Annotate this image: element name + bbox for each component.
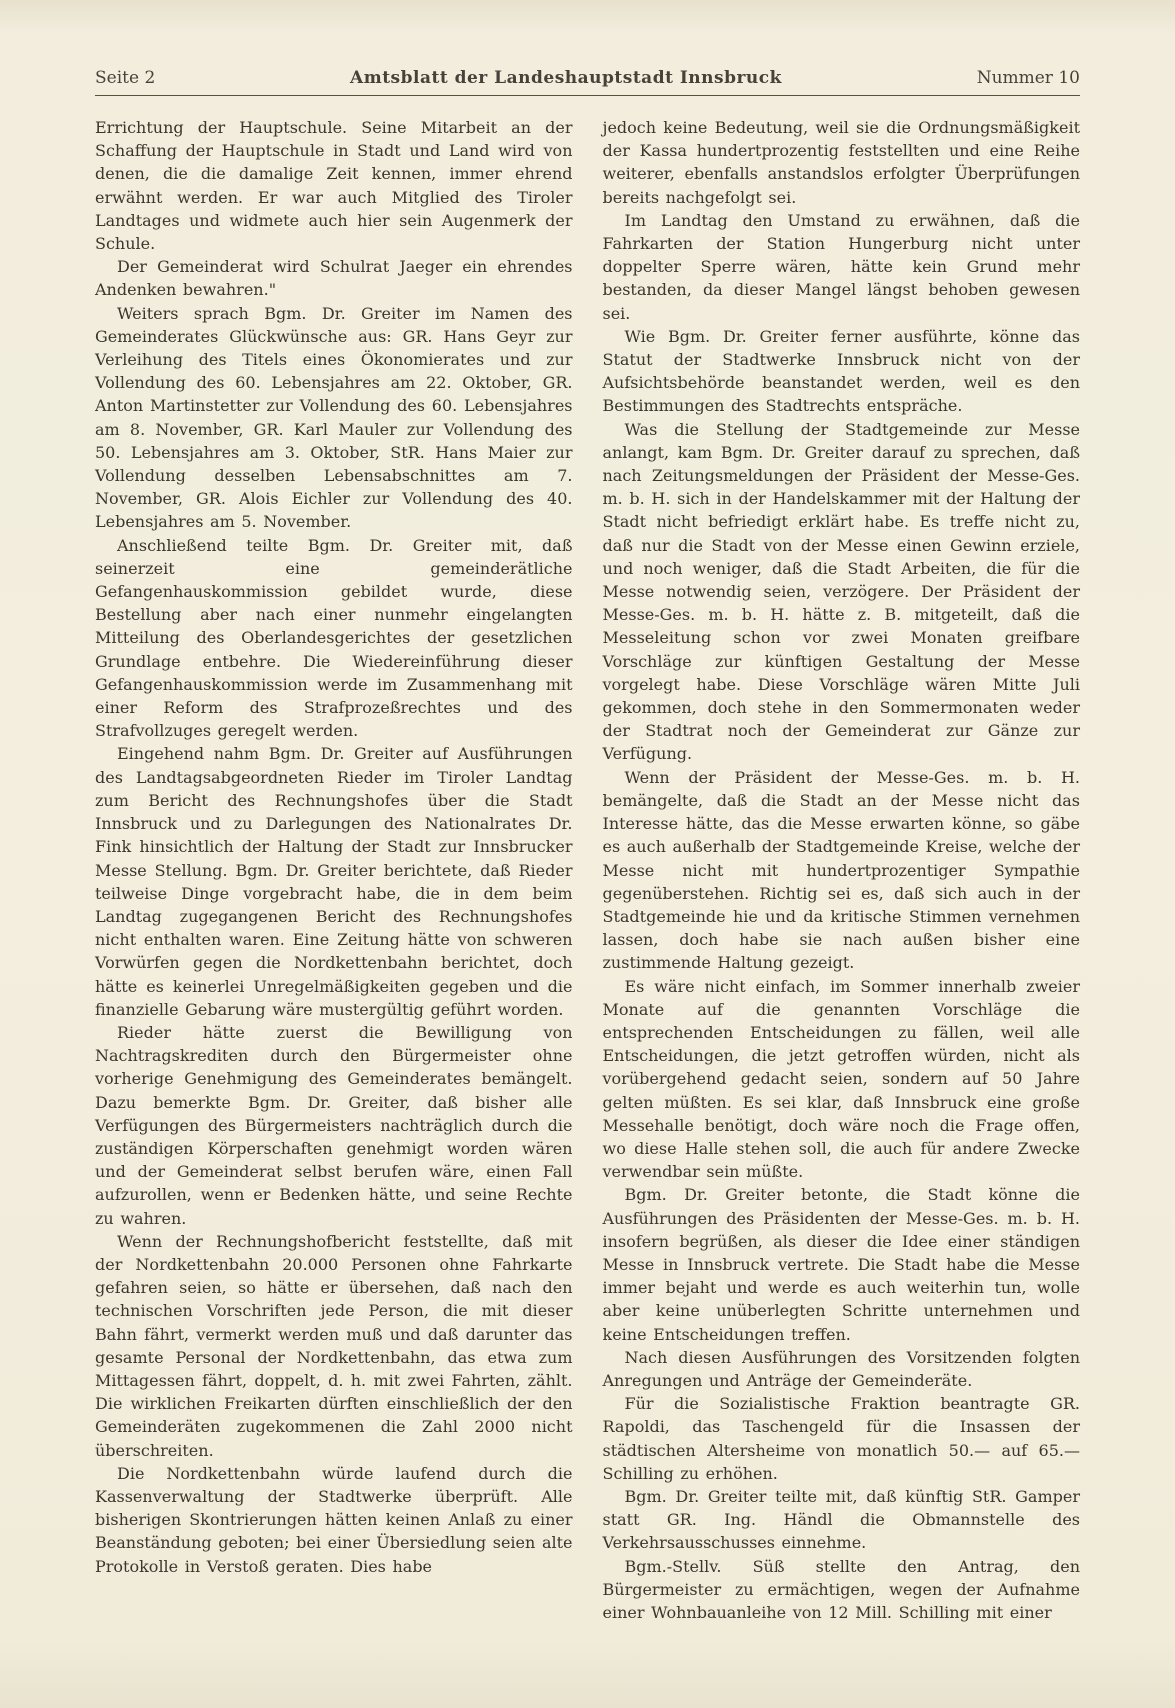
paragraph: Bgm. Dr. Greiter betonte, die Stadt könne die Ausführungen des Präsidenten der Messe-Ges. m. b. H. insofern begrüßen, als dieser die Idee einer ständigen Messe in Innsbruck vertrete. Die Stadt habe die Messe immer bejaht und werde es auch weiterhin tun, wolle aber keine unüberlegten Schritte unternehmen und keine Entscheidungen treffen. — [602, 1185, 1080, 1344]
article-body — [95, 116, 1080, 1624]
newspaper-title: Amtsblatt der Landeshauptstadt Innsbruck — [350, 68, 782, 88]
paragraph: Wenn der Präsident der Messe-Ges. m. b. H. bemängelte, daß die Stadt an der Messe nicht das Interesse hätte, das die Messe erwarten könne, so gäbe es auch außerhalb der Stadtgemeinde Kreise, welche der Messe nicht mit hundertprozentiger Sympathie gegenüberstehen. Richtig sei es, daß sich auch in der Stadtgemeinde hie und da kritische Stimmen vernehmen lassen, doch habe sie nach außen bisher eine zustimmende Haltung gezeigt. — [602, 767, 1081, 973]
paragraph: Anschließend teilte Bgm. Dr. Greiter mit, daß seinerzeit eine gemeinderätliche Gefangenhauskommission gebildet wurde, diese Bestellung aber nach einer nunmehr eingelangten Mitteilung des Oberlandesgerichtes der gesetzlichen Grundlage entbehre. Die Wiedereinführung dieser Gefangenhauskommission werde im Zusammenhang mit einer Reform des Strafprozeßrechtes und des Strafvollzuges geregelt werden. — [95, 535, 573, 741]
paragraph: Was die Stellung der Stadtgemeinde zur Messe anlangt, kam Bgm. Dr. Greiter darauf zu sprechen, daß nach Zeitungsmeldungen der Präsident der Messe-Ges. m. b. H. sich in der Handelskammer mit der Haltung der Stadt nicht befriedigt erklärt habe. Es treffe nicht zu, daß nur die Stadt von der Messe einen Gewinn erziele, und noch weniger, daß die Stadt Arbeiten, die für die Messe notwendig seien, verzögere. Der Präsident der Messe-Ges. m. b. H. hätte z. B. mitgeteilt, daß die Messeleitung schon vor zwei Monaten greifbare Vorschläge zur künftigen Gestaltung der Messe vorgelegt habe. Diese Vorschläge wären Mitte Juli gekommen, doch stehe in den Sommermonaten weder der Stadtrat noch der Gemeinderat zur Gänze zur Verfügung. — [602, 419, 1080, 764]
text-column-left — [95, 116, 573, 1624]
paragraph: Weiters sprach Bgm. Dr. Greiter im Namen des Gemeinderates Glückwünsche aus: GR. Hans Geyr zur Verleihung des Titels eines Ökonomierates und zur Vollendung des 60. Lebensjahres am 22. Oktober, GR. Anton Martinstetter zur Vollendung des 60. Lebensjahres am 8. November, GR. Karl Mauler zur Vollendung des 50. Lebensjahres am 3. Oktober, StR. Hans Maier zur Vollendung desselben Lebensabschnittes am 7. November, GR. Alois Eichler zur Vollendung des 40. Lebensjahres am 5. November. — [95, 303, 573, 532]
paragraph: Bgm. Dr. Greiter teilte mit, daß künftig StR. Gamper statt GR. Ing. Händl die Obmannstelle des Verkehrsausschusses einnehme. — [602, 1486, 1080, 1553]
paragraph: Wenn der Rechnungshofbericht feststellte, daß mit der Nordkettenbahn 20.000 Personen ohne Fahrkarte gefahren seien, so hätte er übersehen, daß nach den technischen Vorschriften jede Person, die mit dieser Bahn fährt, vermerkt werden muß und daß darunter das gesamte Personal der Nordkettenbahn, das etwa zum Mittagessen fährt, doppelt, d. h. mit zwei Fahrten, zählt. Die wirklichen Freikarten dürften einschließlich der den Gemeinderäten zugekommenen die Zahl 2000 nicht überschreiten. — [95, 1231, 573, 1460]
page-header — [95, 68, 1080, 88]
paragraph: Rieder hätte zuerst die Bewilligung von Nachtragskrediten durch den Bürgermeister ohne vorherige Genehmigung des Gemeinderates bemängelt. Dazu bemerkte Bgm. Dr. Greiter, daß bisher alle Verfügungen des Bürgermeisters nachträglich durch die zuständigen Körperschaften genehmigt worden wären und der Gemeinderat selbst berufen wäre, einen Fall aufzurollen, wenn er Bedenken hätte, und seine Rechte zu wahren. — [95, 1022, 573, 1228]
paragraph: Es wäre nicht einfach, im Sommer innerhalb zweier Monate auf die genannten Vorschläge die entsprechenden Entscheidungen zu fällen, weil alle Entscheidungen, die jetzt getroffen würden, nicht als vorübergehend gedacht seien, sondern auf 50 Jahre gelten müßten. Es sei klar, daß Innsbruck eine große Messehalle benötigt, doch wäre noch die Frage offen, wo diese Halle stehen soll, die auch für andere Zwecke verwendbar sein müßte. — [602, 976, 1080, 1182]
paragraph: Eingehend nahm Bgm. Dr. Greiter auf Ausführungen des Landtagsabgeordneten Rieder im Tiroler Landtag zum Bericht des Rechnungshofes über die Stadt Innsbruck und zu Darlegungen des Nationalrates Dr. Fink hinsichtlich der Haltung der Stadt zur Innsbrucker Messe Stellung. Bgm. Dr. Greiter berichtete, daß Rieder teilweise Dinge vorgebracht habe, die in dem beim Landtag zugegangenen Bericht des Rechnungshofes nicht enthalten waren. Eine Zeitung hätte von schweren Vorwürfen gegen die Nordkettenbahn berichtet, doch hätte es keinerlei Unregelmäßigkeiten gegeben und die finanzielle Gebarung wäre mustergültig geführt worden. — [95, 744, 573, 1019]
paragraph: Die Nordkettenbahn würde laufend durch die Kassenverwaltung der Stadtwerke überprüft. Alle bisherigen Skontrierungen hätten keinen Anlaß zu einer Beanständung geboten; bei einer Übersiedlung seien alte Protokolle in Verstoß geraten. Dies habe — [95, 1463, 573, 1576]
paragraph: Bgm.-Stellv. Süß stellte den Antrag, den Bürgermeister zu ermächtigen, wegen der Aufnahme einer Wohnbauanleihe von 12 Mill. Schilling mit einer — [602, 1556, 1080, 1622]
header-rule — [95, 95, 1080, 96]
paragraph: Für die Sozialistische Fraktion beantragte GR. Rapoldi, das Taschengeld für die Insassen der städtischen Altersheime von monatlich 50.— auf 65.— Schilling zu erhöhen. — [602, 1394, 1080, 1483]
page-number: Seite 2 — [95, 68, 156, 88]
text-column-right — [603, 116, 1081, 1624]
paragraph: Der Gemeinderat wird Schulrat Jaeger ein ehrendes Andenken bewahren." — [95, 257, 573, 300]
paragraph: Wie Bgm. Dr. Greiter ferner ausführte, könne das Statut der Stadtwerke Innsbruck nicht von der Aufsichtsbehörde beanstandet werden, weil es den Bestimmungen des Stadtrechts entspräche. — [602, 326, 1080, 416]
paragraph: Im Landtag den Umstand zu erwähnen, daß die Fahrkarten der Station Hungerburg nicht unter doppelter Sperre wären, hätte kein Grund mehr bestanden, da dieser Mangel längst behoben gewesen sei. — [602, 210, 1080, 323]
paragraph: Nach diesen Ausführungen des Vorsitzenden folgten Anregungen und Anträge der Gemeinderäte. — [602, 1347, 1080, 1390]
paragraph: Errichtung der Hauptschule. Seine Mitarbeit an der Schaffung der Hauptschule in Stadt und Land wird von denen, die die damalige Zeit kennen, immer ehrend erwähnt werden. Er war auch Mitglied des Tiroler Landtages und widmete auch hier sein Augenmerk der Schule. — [95, 118, 573, 254]
issue-number: Nummer 10 — [976, 68, 1080, 88]
paragraph: jedoch keine Bedeutung, weil sie die Ordnungsmäßigkeit der Kassa hundertprozentig feststellten und eine Reihe weiterer, ebenfalls anstandslos erfolgter Überprüfungen bereits nachgefolgt sei. — [602, 118, 1080, 207]
